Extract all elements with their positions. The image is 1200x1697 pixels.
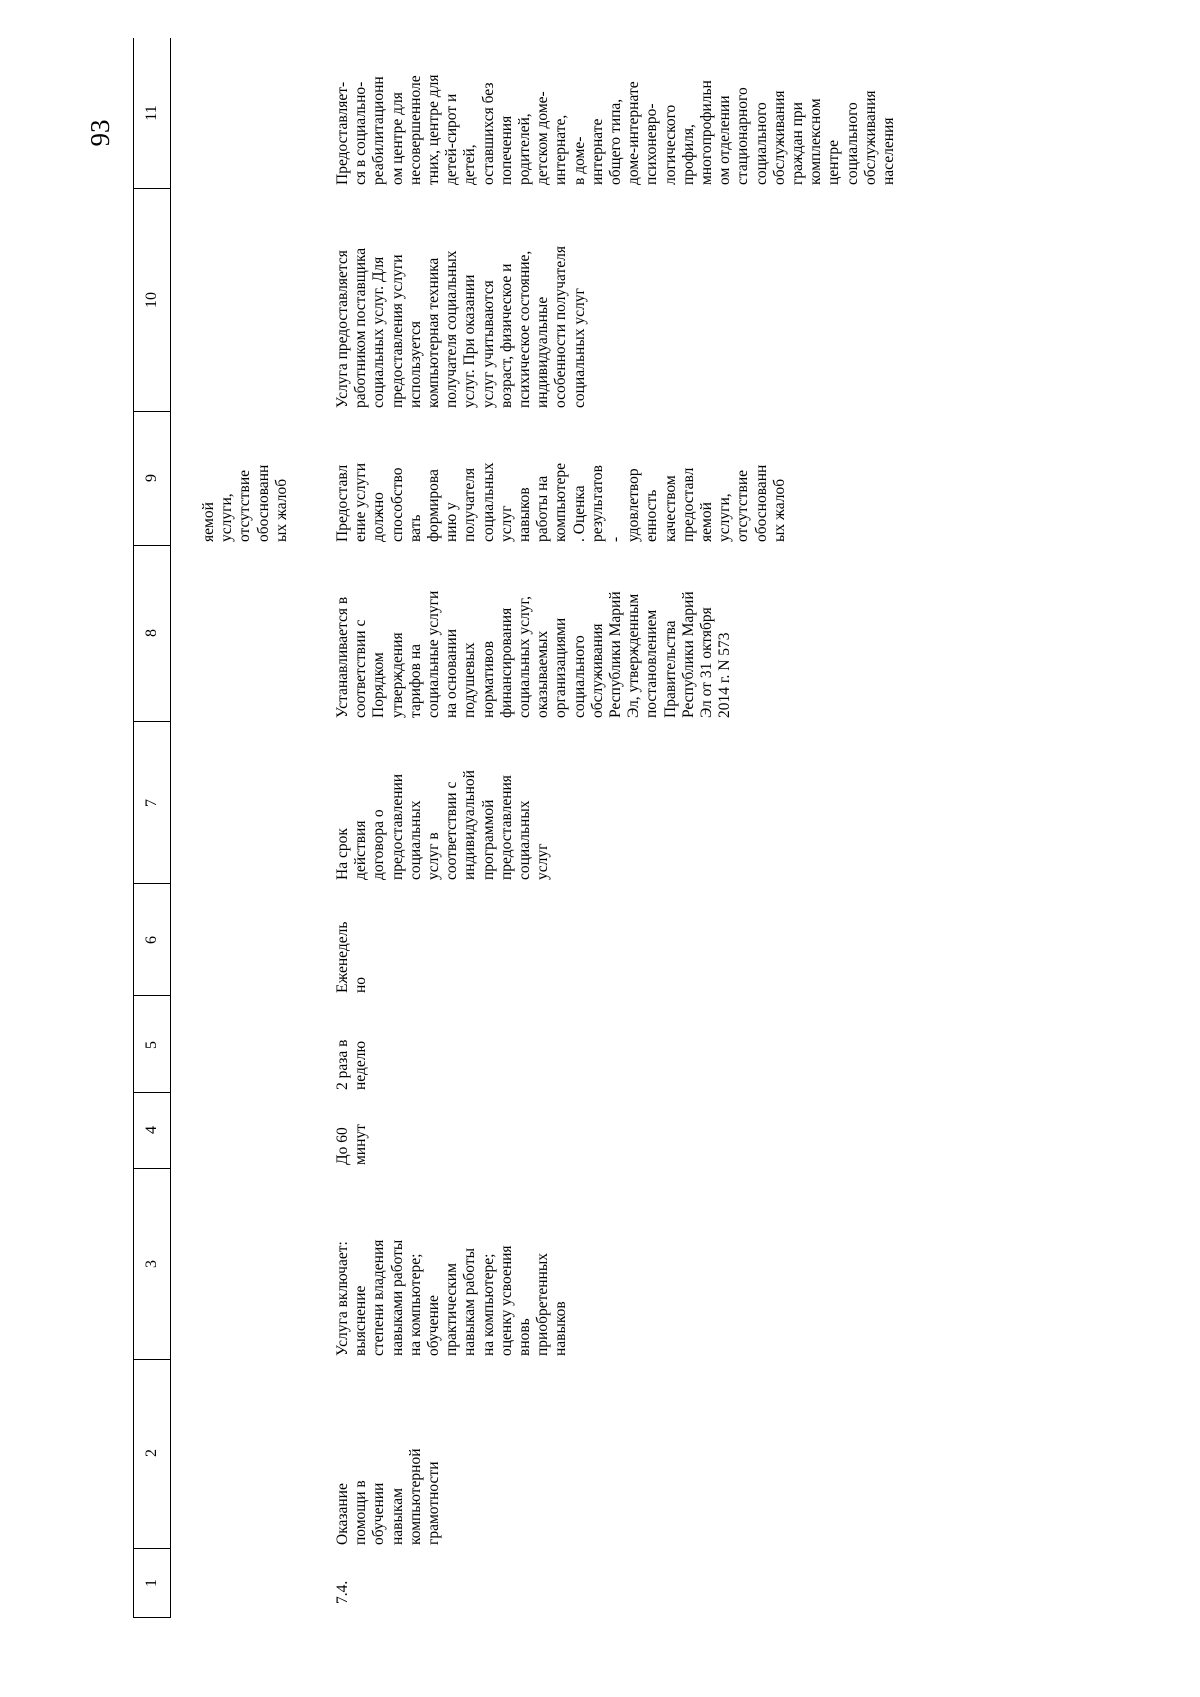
cell-service-name: Оказание помощи в обучении навыкам компьютерной грамотности (334, 1448, 443, 1545)
table-bottom-rule (133, 1617, 170, 1618)
header-col-7: 7 (143, 799, 160, 807)
cell-service-description: Услуга включает: выяснение степени владения навыками работы на компьютере; обучение практическим навыкам работы на компьютере; оценку усвоения вновь приобретенных навыков (334, 1239, 570, 1356)
header-right-rule (170, 38, 171, 1618)
page-number: 93 (85, 119, 115, 147)
cell-providers: Предоставляет- ся в социально- реабилитационн ом центре для несовершенноле тних, центре для детей-сирот и детей, оставшихся без попечения родителей, детском доме- интернате, в доме- интернате общего типа, доме-интернате психоневро- логического профиля, многопрофильн ом отделении стационарного социального обслуживания граждан при комплексном центре социального обслуживания населения (334, 74, 898, 185)
col-sep-3-2 (133, 1359, 170, 1360)
header-left-rule (133, 38, 134, 1618)
col-sep-8-7 (133, 721, 170, 722)
col-sep-4-3 (133, 1168, 170, 1169)
cell-continuation-col9: яемой услуги, отсутствие обоснованн ых жалоб (200, 464, 290, 542)
header-col-2: 2 (143, 1449, 160, 1457)
header-col-11: 11 (143, 105, 160, 121)
col-sep-7-6 (133, 883, 170, 884)
header-col-9: 9 (143, 474, 160, 482)
header-col-10: 10 (143, 292, 160, 308)
col-sep-5-4 (133, 1092, 170, 1093)
header-col-6: 6 (143, 936, 160, 944)
cell-frequency: 2 раза в неделю (334, 1039, 370, 1090)
col-sep-10-9 (133, 411, 170, 412)
cell-conditions: Услуга предоставляется работником поставщика социальных услуг. Для предоставления услуги используется компьютерная техника получателя социальных услуг. При оказании услуг учитываются возраст, физическое и психическое состояние, индивидуальные особенности получателя социальных услуг (334, 246, 588, 408)
cell-tariff: Устанавливается в соответствии с Порядком утверждения тарифов на социальные услуги на основании подушевых нормативов финансирования социальных услуг, оказываемых организациями социального обслуживания Республики Марий Эл, утвержденным постановлением Правительства Республики Марий Эл от 31 октября 2014 г. N 573 (334, 590, 734, 718)
header-col-3: 3 (143, 1260, 160, 1268)
header-col-8: 8 (143, 629, 160, 637)
header-col-5: 5 (143, 1041, 160, 1049)
col-sep-6-5 (133, 995, 170, 996)
col-sep-9-8 (133, 545, 170, 546)
header-col-4: 4 (143, 1126, 160, 1134)
col-sep-2-1 (133, 1548, 170, 1549)
col-sep-11-10 (133, 188, 170, 189)
cell-row-number: 7.4. (334, 1580, 351, 1604)
cell-periodicity: Еженедель но (334, 921, 370, 993)
header-col-1: 1 (143, 1579, 160, 1587)
cell-term: На срок действия договора о предоставлении социальных услуг в соответствии с индивидуальной программой предоставления социальных услуг (334, 770, 552, 880)
cell-duration: До 60 минут (334, 1124, 370, 1165)
cell-quality-indicators: Предоставл ение услуги должно способство вать формирова нию у получателя социальных услуг навыков работы на компьютере . Оценка результатов - удовлетвор енность качеством предоставл яемой услуги, отсутствие обоснованн ых жалоб (334, 462, 788, 542)
